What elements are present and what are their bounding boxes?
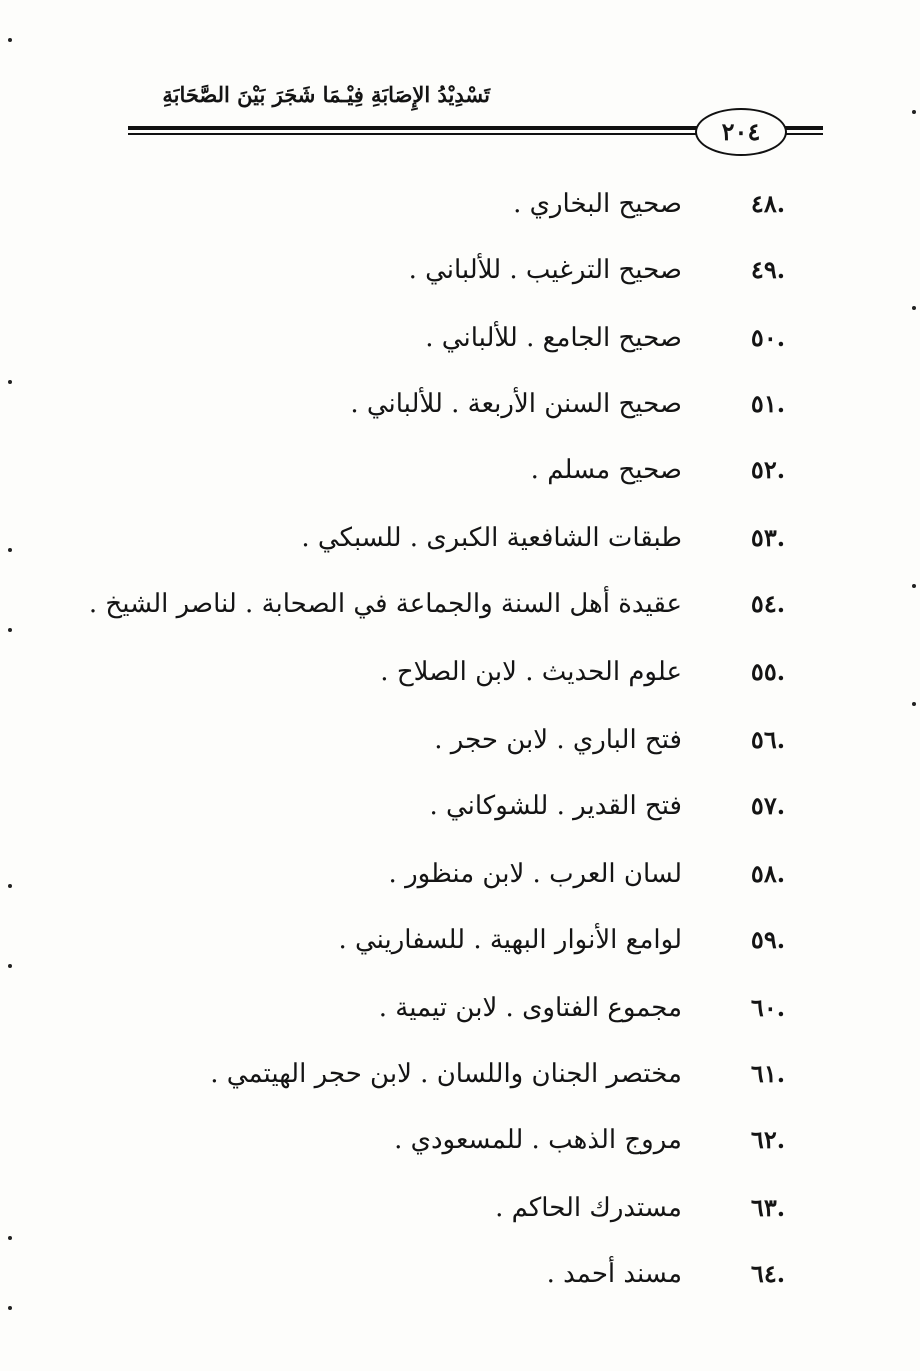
list-item [0,384,920,424]
item-title: مجموع الفتاوى . لابن تيمية . [378,993,682,1023]
list-item [0,854,920,894]
item-title: فتح القدير . للشوكاني . [429,791,682,821]
scan-speck [912,584,916,588]
item-number: .٦٢ [750,1125,786,1154]
item-number: .٥١ [750,389,786,418]
item-number: .٤٨ [750,189,786,218]
item-title: لسان العرب . لابن منظور . [388,859,682,889]
header-rule-thick-right [785,126,823,130]
list-item [0,518,920,558]
item-number: .٦٠ [750,993,786,1022]
list-item [0,1120,920,1160]
item-title: مختصر الجنان واللسان . لابن حجر الهيتمي . [210,1059,682,1089]
item-number: .٥٠ [750,323,786,352]
item-title: طبقات الشافعية الكبرى . للسبكي . [301,523,682,553]
item-number: .٥٦ [750,725,786,754]
list-item [0,652,920,692]
scan-speck [8,964,12,968]
scan-speck [8,884,12,888]
item-title: لوامع الأنوار البهية . للسفاريني . [338,925,682,955]
scan-speck [8,38,12,42]
running-header-title: تَسْدِيْدُ الإِصَابَةِ فِيْـمَا شَجَرَ بَيْنَ الصَّحَابَةِ [162,82,490,107]
item-title: صحيح مسلم . [530,455,682,485]
item-title: صحيح الجامع . للألباني . [425,323,682,353]
scan-speck [8,548,12,552]
item-number: .٦١ [750,1059,786,1088]
page-number: ٢٠٤ [721,117,761,146]
item-number: .٥٣ [750,523,786,552]
list-item [0,450,920,490]
scan-speck [8,1306,12,1310]
list-item [0,1254,920,1294]
item-title: صحيح السنن الأربعة . للألباني . [350,389,682,419]
item-number: .٥٨ [750,859,786,888]
list-item [0,584,920,624]
item-number: .٥٩ [750,925,786,954]
scan-speck [8,1236,12,1240]
scan-speck [912,306,916,310]
item-title: مستدرك الحاكم . [495,1193,682,1223]
scan-speck [912,702,916,706]
list-item [0,988,920,1028]
list-item [0,920,920,960]
item-title: صحيح الترغيب . للألباني . [408,255,682,285]
list-item [0,250,920,290]
list-item [0,786,920,826]
list-item [0,318,920,358]
list-item [0,184,920,224]
page-number-frame [695,108,787,156]
item-number: .٥٢ [750,455,786,484]
list-item [0,1188,920,1228]
header-rule-thin [128,133,698,135]
header-rule-thick [128,126,698,130]
item-number: .٥٧ [750,791,786,820]
item-title: علوم الحديث . لابن الصلاح . [380,657,682,687]
scan-speck [8,380,12,384]
item-title: فتح الباري . لابن حجر . [434,725,682,755]
item-title: صحيح البخاري . [513,189,682,219]
header-rule-thin-right [785,133,823,135]
list-item [0,720,920,760]
item-number: .٤٩ [750,255,786,284]
item-number: .٦٣ [750,1193,786,1222]
scan-speck [8,628,12,632]
item-number: .٦٤ [750,1259,786,1288]
scan-speck [912,110,916,114]
item-title: مروج الذهب . للمسعودي . [394,1125,682,1155]
item-title: مسند أحمد . [546,1259,682,1289]
item-number: .٥٥ [750,657,786,686]
list-item [0,1054,920,1094]
item-title: عقيدة أهل السنة والجماعة في الصحابة . لناصر الشيخ . [88,589,682,619]
item-number: .٥٤ [750,589,786,618]
